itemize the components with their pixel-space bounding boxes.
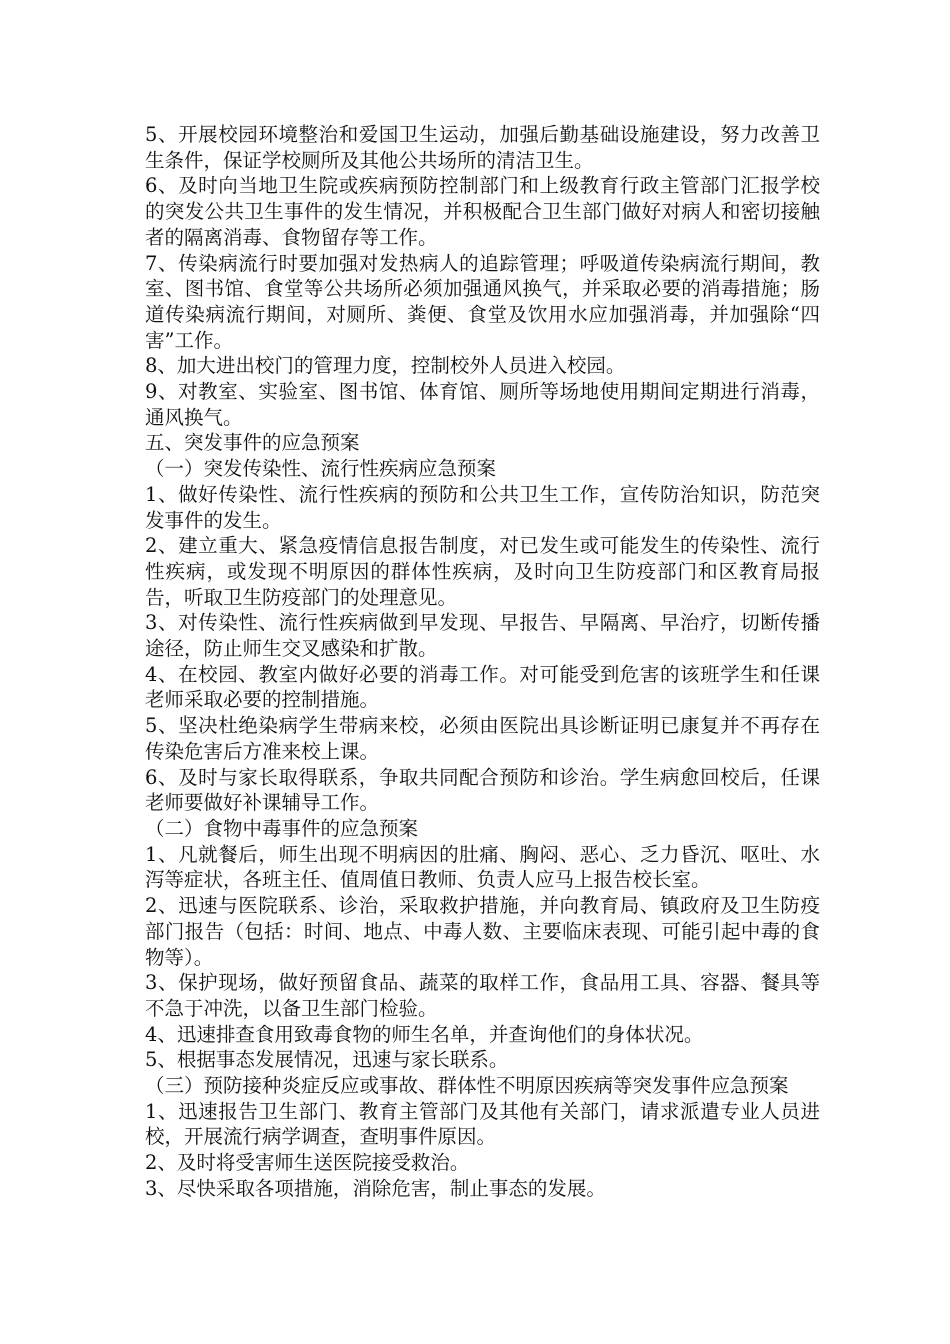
subsection-heading-infectious-disease: （一）突发传染性、流行性疾病应急预案 xyxy=(145,457,497,481)
paragraph-item-8-gate-control: 8、加大进出校门的管理力度，控制校外人员进入校园。 xyxy=(145,354,626,378)
paragraph-food-2: 2、迅速与医院联系、诊治，采取救护措施，并向教育局、镇政府及卫生防疫部门报告（包括：时间、地点、中毒人数、主要临床表现、可能引起中毒的食物等）。 xyxy=(145,894,820,969)
paragraph-infectious-1: 1、做好传染性、流行性疾病的预防和公共卫生工作，宣传防治知识，防范突发事件的发生。 xyxy=(145,482,820,532)
paragraph-food-4: 4、迅速排查食用致毒食物的师生名单，并查询他们的身体状况。 xyxy=(145,1022,704,1046)
paragraph-item-6-reporting: 6、及时向当地卫生院或疾病预防控制部门和上级教育行政主管部门汇报学校的突发公共卫生事件的发生情况，并积极配合卫生部门做好对病人和密切接触者的隔离消毒、食物留存等工作。 xyxy=(145,174,820,249)
section-heading-emergency-plans: 五、突发事件的应急预案 xyxy=(145,431,360,455)
paragraph-food-5: 5、根据事态发展情况，迅速与家长联系。 xyxy=(145,1048,509,1072)
paragraph-infectious-5: 5、坚决杜绝染病学生带病来校，必须由医院出具诊断证明已康复并不再存在传染危害后方准来校上课。 xyxy=(145,714,820,763)
subsection-heading-food-poisoning: （二）食物中毒事件的应急预案 xyxy=(145,816,419,840)
paragraph-vaccination-1: 1、迅速报告卫生部门、教育主管部门及其他有关部门，请求派遣专业人员进校，开展流行病学调查，查明事件原因。 xyxy=(145,1099,820,1149)
subsection-heading-vaccination: （三）预防接种炎症反应或事故、群体性不明原因疾病等突发事件应急预案 xyxy=(145,1074,789,1098)
paragraph-food-3: 3、保护现场，做好预留食品、蔬菜的取样工作，食品用工具、容器、餐具等不急于冲洗，以备卫生部门检验。 xyxy=(145,971,820,1020)
paragraph-item-9-disinfection: 9、对教室、实验室、图书馆、体育馆、厕所等场地使用期间定期进行消毒，通风换气。 xyxy=(145,380,820,429)
paragraph-vaccination-2: 2、及时将受害师生送医院接受救治。 xyxy=(145,1151,470,1175)
paragraph-infectious-2: 2、建立重大、紧急疫情信息报告制度，对已发生或可能发生的传染性、流行性疾病，或发现不明原因的群体性疾病，及时向卫生防疫部门和区教育局报告，听取卫生防疫部门的处理意见。 xyxy=(145,534,820,609)
paragraph-item-7-epidemic-management: 7、传染病流行时要加强对发热病人的追踪管理；呼吸道传染病流行期间，教室、图书馆、食堂等公共场所必须加强通风换气，并采取必要的消毒措施；肠道传染病流行期间，对厕所、粪便、食堂及饮用水应加强消毒，并加强除“四害”工作。 xyxy=(145,251,820,352)
paragraph-infectious-6: 6、及时与家长取得联系，争取共同配合预防和诊治。学生病愈回校后，任课老师要做好补课辅导工作。 xyxy=(145,765,820,815)
paragraph-item-5-sanitation: 5、开展校园环境整治和爱国卫生运动，加强后勤基础设施建设，努力改善卫生条件，保证学校厕所及其他公共场所的清洁卫生。 xyxy=(145,123,820,172)
document-body xyxy=(145,122,820,1202)
paragraph-infectious-3: 3、对传染性、流行性疾病做到早发现、早报告、早隔离、早治疗，切断传播途径，防止师生交叉感染和扩散。 xyxy=(145,611,820,661)
paragraph-food-1: 1、凡就餐后，师生出现不明病因的肚痛、胸闷、恶心、乏力昏沉、呕吐、水泻等症状，各班主任、值周值日教师、负责人应马上报告校长室。 xyxy=(145,842,820,892)
paragraph-vaccination-3: 3、尽快采取各项措施，消除危害，制止事态的发展。 xyxy=(145,1176,606,1200)
paragraph-infectious-4: 4、在校园、教室内做好必要的消毒工作。对可能受到危害的该班学生和任课老师采取必要的控制措施。 xyxy=(145,662,820,712)
